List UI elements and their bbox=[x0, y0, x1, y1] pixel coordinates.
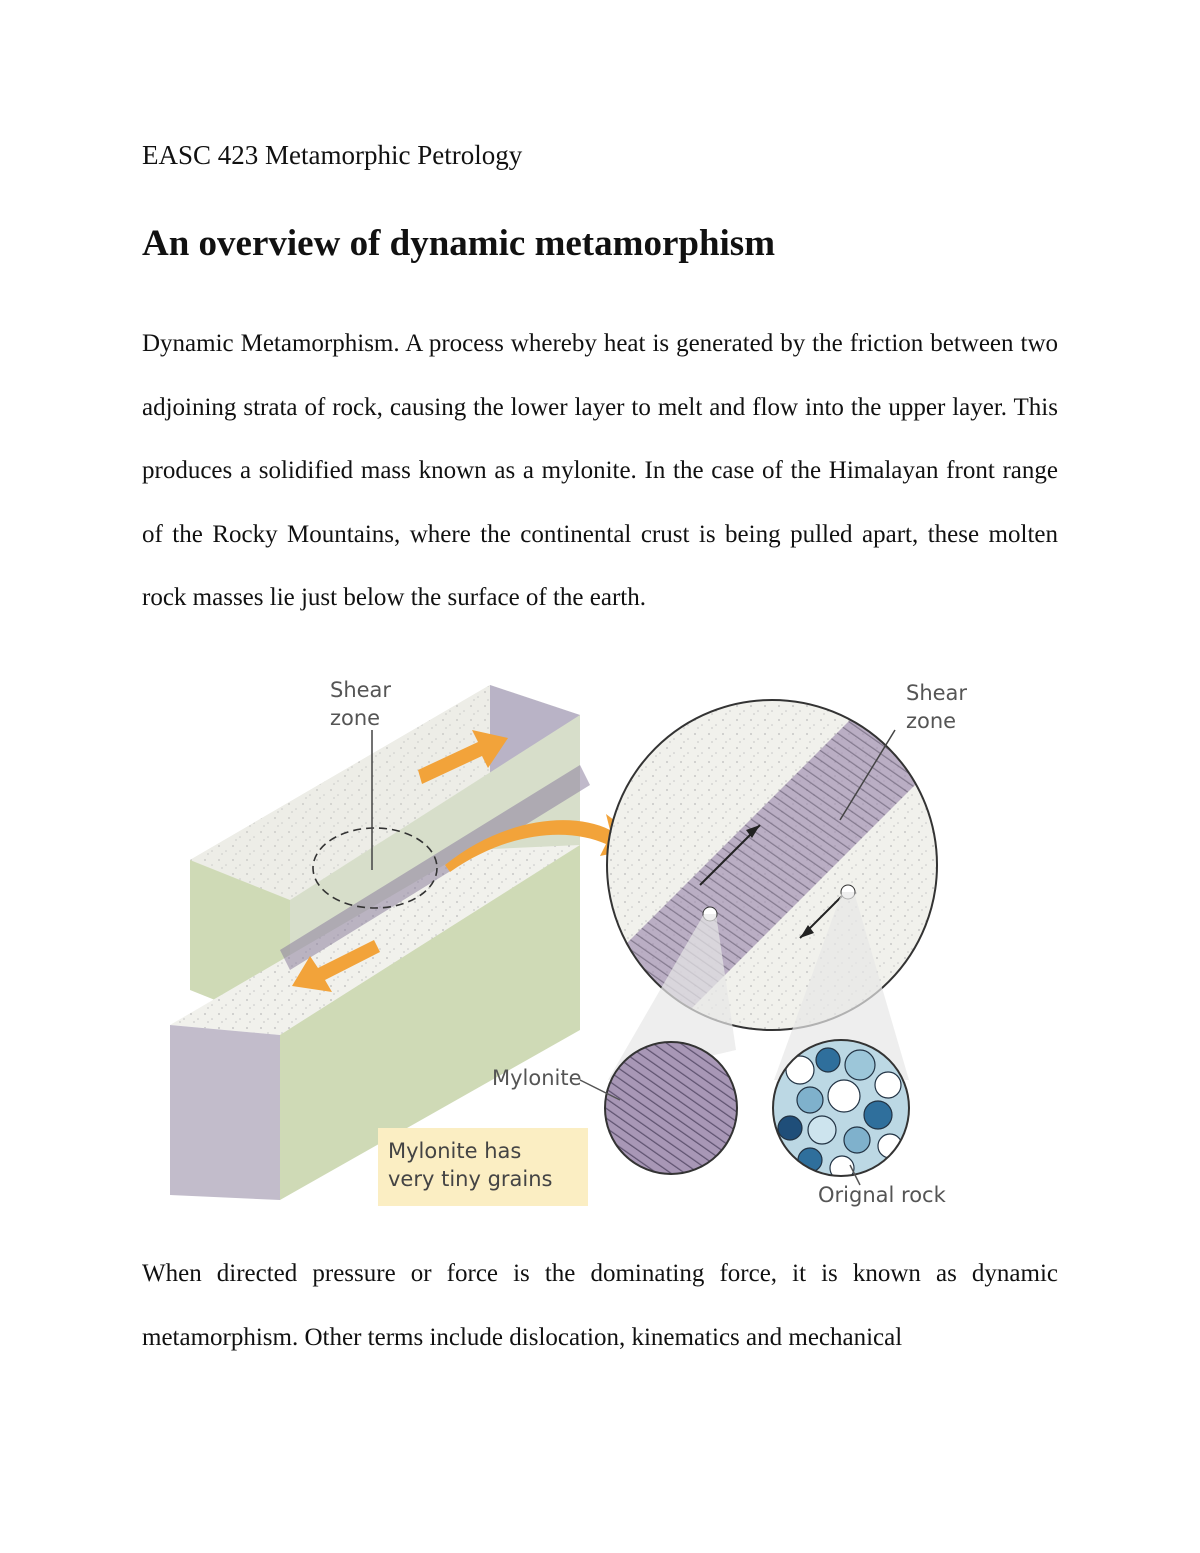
page-title: An overview of dynamic metamorphism bbox=[142, 223, 776, 264]
label-shear-zone-left-1: Shear bbox=[330, 678, 392, 702]
label-mylonite: Mylonite bbox=[492, 1066, 582, 1090]
note-line-2: very tiny grains bbox=[388, 1167, 553, 1191]
paragraph-followup: When directed pressure or force is the dominating force, it is known as dynamic metamorphism. Other terms include dislocation, kinematics and mechanical bbox=[142, 1260, 1058, 1351]
original-rock-detail-circle bbox=[773, 1040, 909, 1180]
shear-zone-figure bbox=[160, 660, 980, 1220]
label-original-rock: Orignal rock bbox=[818, 1183, 946, 1207]
shear-zone-diagram bbox=[160, 660, 980, 1220]
course-header: EASC 423 Metamorphic Petrology bbox=[142, 140, 523, 170]
note-line-1: Mylonite has bbox=[388, 1139, 522, 1163]
magnified-shear-zone bbox=[580, 690, 950, 1050]
label-shear-zone-right-2: zone bbox=[906, 709, 957, 733]
paragraph-intro: Dynamic Metamorphism. A process whereby heat is generated by the friction between two adjoining strata of rock, causing the lower layer to melt and flow into the upper layer. This produces a solidified mass known as a mylonite. In the case of the Himalayan front range of the Rocky Mountains, where the continental crust is being pulled apart, these molten rock masses lie just below the surface of the earth. bbox=[142, 330, 1058, 611]
label-shear-zone-right-1: Shear bbox=[906, 681, 968, 705]
label-shear-zone-left-2: zone bbox=[330, 706, 381, 730]
